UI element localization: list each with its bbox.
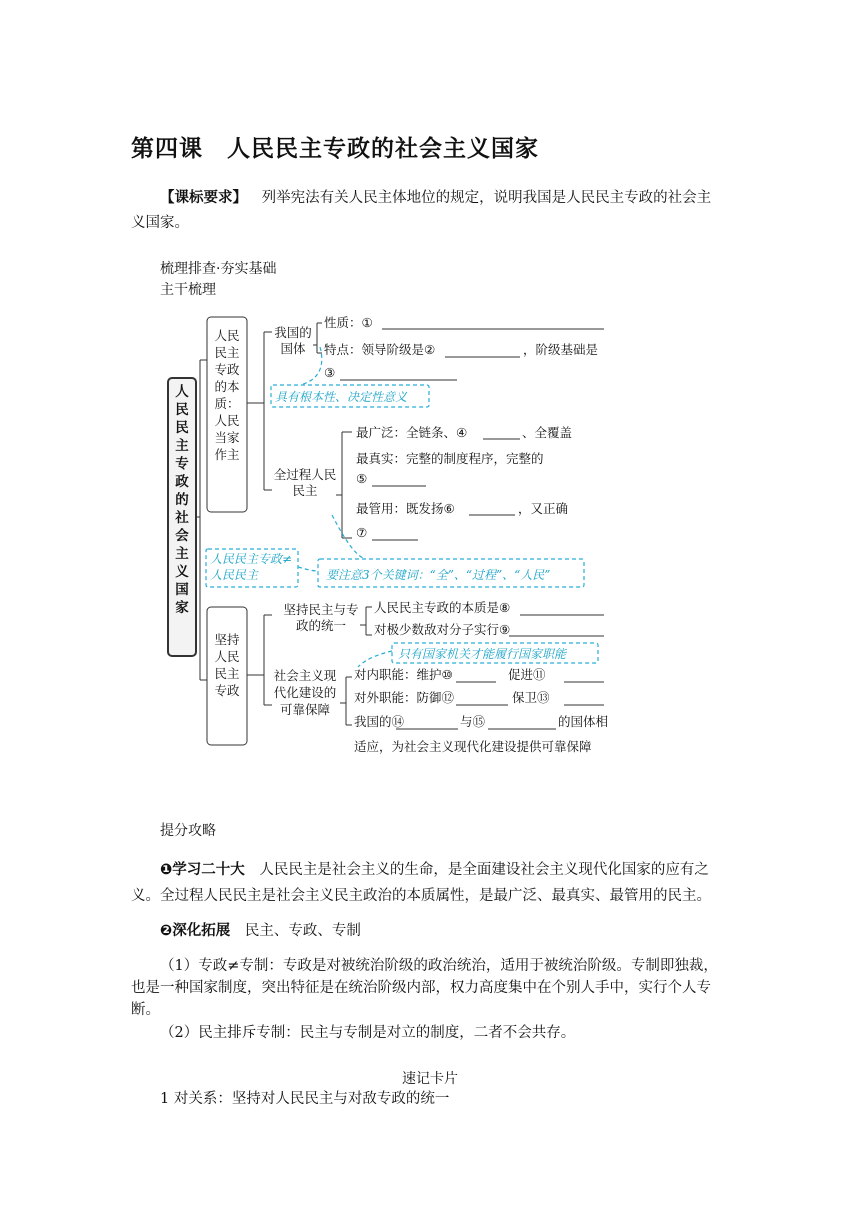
standard-text2: 义国家。 — [131, 215, 189, 231]
node-guotixiang: 的国体相 — [558, 714, 609, 729]
node-jieji: ，阶级基础是 — [523, 342, 599, 357]
section-title-2: 主干梳理 — [160, 282, 216, 298]
node-xingzhi: 性质：① — [324, 315, 373, 330]
node-tedian: 特点：领导阶级是② — [324, 342, 436, 357]
node-woguo: 我国的⑭ — [354, 714, 405, 729]
node-guoti: 我国的国体 — [274, 325, 312, 356]
point1-line1 — [160, 858, 709, 883]
page-title: 第四课 人民民主专政的社会主义国家 — [131, 136, 539, 162]
item1-line2: 也是一种国家制度，突出特征是在统治阶级内部，权力高度集中在个别人手中，实行个人专 — [131, 980, 711, 996]
note-keywords: 要注意3个关键词：“全”、“过程”、“人民” — [326, 568, 551, 582]
point1-label: 学习二十大 — [172, 862, 245, 878]
mindmap — [160, 305, 620, 765]
item1-line3: 断。 — [131, 1002, 160, 1018]
node-n3: ③ — [324, 365, 336, 380]
node-n5: ⑤ — [356, 471, 368, 486]
mindmap-branch2: 坚持人民民主专政 — [214, 632, 240, 698]
section-title-1: 梳理排查·夯实基础 — [160, 261, 277, 277]
node-shiying: 适应，为社会主义现代化建设提供可靠保障 — [354, 739, 592, 754]
node-guangfan: 最广泛：全链条、④ — [356, 425, 468, 440]
mindmap-root: 人民民主专政的社会主义国家 — [175, 384, 189, 616]
note-fundamental: 具有根本性、决定性意义 — [275, 390, 408, 404]
node-cujin: 促进⑪ — [508, 667, 546, 682]
node-baozhang: 社会主义现代化建设的可靠保障 — [273, 668, 337, 717]
node-duiwai: 对外职能：防御⑫ — [354, 690, 455, 705]
point1-marker: ❶ — [160, 862, 173, 878]
point2-marker: ❷ — [160, 923, 173, 939]
item1-line1: （1）专政≠专制：专政是对被统治阶级的政治统治，适用于被统治阶级。专制即独裁， — [160, 958, 718, 974]
mindmap-branch1: 人民民主专政的本质：人民当家作主 — [214, 328, 240, 462]
card-line: 1 对关系：坚持对人民民主与对敌专政的统一 — [160, 1091, 450, 1107]
card-title: 速记卡片 — [402, 1071, 458, 1087]
node-quan: 全过程人民民主 — [273, 467, 337, 498]
node-tongyi: 坚持民主与专政的统一 — [283, 602, 359, 633]
node-yu: 与⑮ — [460, 714, 486, 729]
standard-label: 【课标要求】 — [160, 190, 247, 206]
node-n7: ⑦ — [356, 525, 368, 540]
node-baowei: 保卫⑬ — [512, 690, 550, 705]
node-guangfan2: 、全覆盖 — [522, 425, 573, 440]
node-guanyong2: ，又正确 — [518, 501, 569, 516]
tips-title: 提分攻略 — [160, 823, 216, 839]
point2-text: 民主、专政、专制 — [244, 923, 361, 939]
note-not-equal: 人民民主专政≠人民民主 — [210, 552, 293, 582]
node-shixing: 对极少数敌对分子实行⑨ — [374, 622, 511, 637]
node-benzhi: 人民民主专政的本质是⑧ — [374, 600, 511, 615]
node-duinei: 对内职能：维护⑩ — [354, 667, 453, 682]
node-zhenshi: 最真实：完整的制度程序，完整的 — [356, 451, 544, 466]
standard-text1: 列举宪法有关人民主体地位的规定，说明我国是人民民主专政的社会主 — [261, 190, 712, 206]
point2-line — [160, 919, 361, 944]
point1-text2: 义。全过程人民民主是社会主义民主政治的本质属性，是最广泛、最真实、最管用的民主。 — [131, 888, 711, 904]
point1-text1: 人民民主是社会主义的生命，是全面建设社会主义现代化国家的应有之 — [259, 862, 709, 878]
standard-line1 — [160, 186, 711, 211]
item2-line: （2）民主排斥专制：民主与专制是对立的制度，二者不会共存。 — [160, 1025, 576, 1041]
node-guanyong: 最管用：既发扬⑥ — [356, 501, 455, 516]
point2-label: 深化拓展 — [172, 923, 231, 939]
note-state-organs: 只有国家机关才能履行国家职能 — [398, 647, 567, 661]
